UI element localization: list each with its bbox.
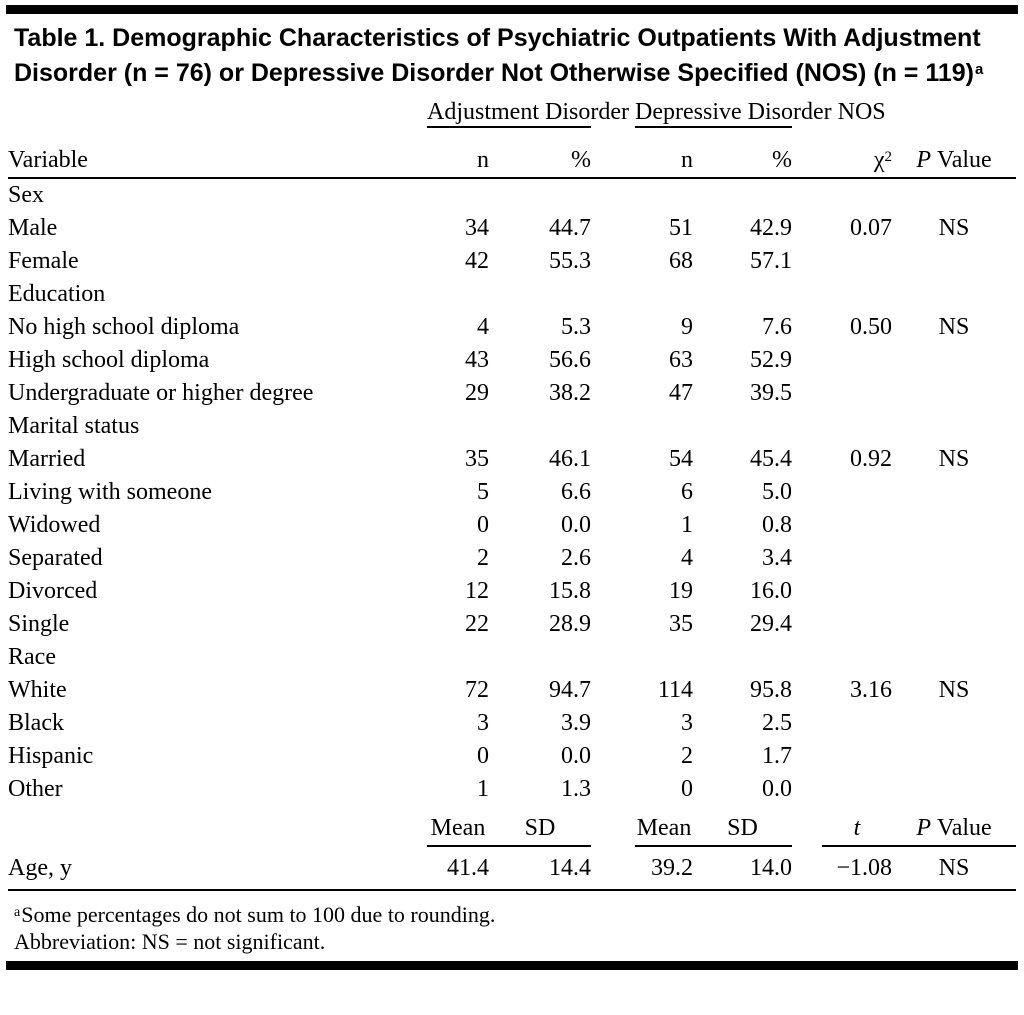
cell-n1: 43 [465,347,489,373]
table-body [8,178,1016,806]
section-row [8,410,1016,443]
cell-pct1: 6.6 [561,479,592,505]
cell-n1: 0 [477,743,489,769]
table-row [8,740,1016,773]
cell-chi-squared [822,707,892,740]
section-label: Race [8,644,56,670]
table-row [8,212,1016,245]
cell-pct1: 2.6 [561,545,592,571]
col-header-variable: Variable [8,127,427,178]
cell-n2: 47 [669,380,694,406]
cell-pct2: 2.5 [762,710,793,736]
table-row [8,542,1016,575]
section-label: Sex [8,182,44,208]
row-label: Divorced [8,578,98,604]
table-row [8,344,1016,377]
spacer-cell [591,476,635,509]
age-row [8,846,1016,890]
col-header-pct1: % [489,127,591,178]
cell-p-value [892,476,1016,509]
cell-pct2: 42.9 [750,215,793,241]
cell-n2: 4 [681,545,694,571]
top-rule [6,5,1018,14]
spacer-cell [591,707,635,740]
spacer-cell [591,542,635,575]
bottom-rule [6,961,1018,970]
row-label: Female [8,248,79,274]
cell-age-sd1: 14.4 [489,846,591,890]
title-footnote-marker: a [975,61,984,78]
spacer-cell [792,707,822,740]
cell-age-sd2: 14.0 [693,846,792,890]
spacer-cell [792,311,822,344]
cell-p-value [892,740,1016,773]
cell-p-value: NS [938,446,970,472]
cell-pct2: 45.4 [750,446,793,472]
table-title-text: Table 1. Demographic Characteristics of Psychiatric Outpatients With Adjustment Disorder (n = 76) or Depressive Disorder Not Otherwise Specified (NOS) (n = 119) [14,24,981,87]
spacer-cell [792,674,822,707]
spacer-cell [591,806,635,846]
cell-n2: 51 [669,215,694,241]
cell-n1: 72 [465,677,489,703]
cell-chi-squared [822,245,892,278]
col-header-p-value: P Value [892,127,1016,178]
section-row [8,178,1016,212]
spacer-cell [591,311,635,344]
table-row [8,311,1016,344]
cell-pct2: 7.6 [762,314,793,340]
cell-n2: 2 [681,743,694,769]
cell-chi-squared: 0.50 [850,314,893,340]
cell-chi-squared [822,344,892,377]
table-row [8,707,1016,740]
table-row [8,608,1016,641]
cell-pct2: 3.4 [762,545,793,571]
chi-exponent: 2 [884,149,893,165]
cell-age-t: −1.08 [822,846,892,890]
spacer-cell [792,443,822,476]
cell-chi-squared [822,773,892,806]
spacer-cell [792,245,822,278]
cell-p-value: NS [938,314,970,340]
row-label: Other [8,776,63,802]
cell-chi-squared [822,476,892,509]
cell-pct1: 5.3 [561,314,592,340]
row-label: Separated [8,545,103,571]
cell-pct1: 28.9 [549,611,592,637]
spacer-cell [591,846,635,890]
cell-pct2: 16.0 [750,578,793,604]
spacer-cell [792,344,822,377]
group-header-adjustment-disorder: Adjustment Disorder [427,99,629,125]
spacer-cell [8,99,427,127]
table-row [8,377,1016,410]
table-row [8,674,1016,707]
cell-n2: 54 [669,446,694,472]
col-header-mean2: Mean [635,806,693,846]
section-row [8,278,1016,311]
cell-chi-squared [822,377,892,410]
column-header-row [8,127,1016,178]
spacer-cell [792,740,822,773]
spacer-cell [792,806,822,846]
cell-chi-squared [822,608,892,641]
footnotes [14,899,1010,955]
cell-n1: 22 [465,611,489,637]
demographics-table [8,99,1016,891]
col-header-p-value2: P Value [892,806,1016,846]
cell-pct2: 29.4 [750,611,793,637]
cell-p-value [892,344,1016,377]
cell-chi-squared: 0.92 [850,446,893,472]
col-header-n2: n [635,127,693,178]
group-header-row [8,99,1016,127]
cell-pct2: 39.5 [750,380,793,406]
col-header-sd2: SD [693,806,792,846]
cell-pct2: 1.7 [762,743,793,769]
cell-n2: 6 [681,479,694,505]
spacer-cell [792,575,822,608]
row-label: Single [8,611,70,637]
table-title [14,23,1010,89]
cell-pct1: 38.2 [549,380,592,406]
cell-p-value [892,608,1016,641]
col-header-n1: n [427,127,489,178]
cell-pct1: 46.1 [549,446,592,472]
spacer-cell [591,674,635,707]
cell-pct1: 56.6 [549,347,592,373]
cell-n1: 5 [477,479,489,505]
cell-pct2: 57.1 [750,248,793,274]
spacer-cell [792,212,822,245]
col-header-sd1: SD [489,806,591,846]
cell-pct1: 15.8 [549,578,592,604]
cell-pct1: 0.0 [561,512,592,538]
spacer-cell [792,846,822,890]
row-label: Living with someone [8,479,212,505]
cell-pct2: 5.0 [762,479,793,505]
cell-n2: 19 [669,578,694,604]
cell-n1: 4 [477,314,489,340]
spacer-cell [792,608,822,641]
cell-pct1: 44.7 [549,215,592,241]
cell-pct2: 52.9 [750,347,793,373]
spacer-cell [792,509,822,542]
row-label: Male [8,215,58,241]
row-label: Married [8,446,86,472]
cell-n2: 68 [669,248,694,274]
cell-pct1: 94.7 [549,677,592,703]
group-header-depressive-disorder-nos: Depressive Disorder NOS [635,99,886,125]
spacer-cell [792,542,822,575]
cell-n2: 114 [657,677,694,703]
cell-age-mean1: 41.4 [427,846,489,890]
cell-n1: 29 [465,380,489,406]
cell-p-value [892,575,1016,608]
cell-n1: 12 [465,578,489,604]
age-row-label: Age, y [8,846,427,890]
row-label: Undergraduate or higher degree [8,380,314,406]
cell-n2: 63 [669,347,694,373]
cell-n2: 3 [681,710,694,736]
cell-n1: 34 [465,215,489,241]
table-row [8,509,1016,542]
cell-pct2: 0.8 [762,512,793,538]
col-header-t-statistic: t [822,806,892,846]
cell-p-value: NS [938,215,970,241]
spacer-cell [591,509,635,542]
cell-p-value [892,542,1016,575]
cell-n2: 1 [681,512,694,538]
cell-chi-squared [822,740,892,773]
row-label: No high school diploma [8,314,240,340]
footnote-a: $^a$Some percentages do not sum to 100 due to rounding. [14,902,496,927]
cell-chi-squared [822,509,892,542]
cell-n1: 35 [465,446,489,472]
spacer-cell [591,212,635,245]
cell-age-mean2: 39.2 [635,846,693,890]
cell-p-value [892,773,1016,806]
col-header-chi-squared: $\chi^2$ [822,127,892,178]
spacer-cell [591,127,635,178]
row-label: White [8,677,67,703]
spacer-cell [8,806,427,846]
spacer-cell [591,245,635,278]
cell-chi-squared [822,542,892,575]
cell-chi-squared: 3.16 [850,677,893,703]
cell-n2: 9 [681,314,694,340]
table-row [8,773,1016,806]
table-row [8,443,1016,476]
section-row [8,641,1016,674]
cell-p-value [892,245,1016,278]
col-header-mean1: Mean [427,806,489,846]
section-label: Education [8,281,106,307]
spacer-cell [792,127,822,178]
cell-age-p-value: NS [892,846,1016,890]
spacer-cell [591,443,635,476]
spacer-cell [892,99,1016,127]
cell-p-value [892,509,1016,542]
cell-n1: 2 [477,545,489,571]
cell-n1: 0 [477,512,489,538]
cell-p-value [892,707,1016,740]
spacer-cell [591,773,635,806]
cell-pct2: 95.8 [750,677,793,703]
cell-p-value [892,377,1016,410]
cell-p-value: NS [938,677,970,703]
cell-pct2: 0.0 [762,776,793,802]
cell-n1: 3 [477,710,489,736]
table-row [8,476,1016,509]
cell-pct1: 3.9 [561,710,592,736]
spacer-cell [792,377,822,410]
row-label: Widowed [8,512,101,538]
cell-chi-squared: 0.07 [850,215,893,241]
section-label: Marital status [8,413,140,439]
spacer-cell [792,773,822,806]
footnote-abbreviation: Abbreviation: NS = not significant. [14,929,326,954]
cell-pct1: 0.0 [561,743,592,769]
row-label: Black [8,710,64,736]
cell-n1: 42 [465,248,489,274]
summary-header-row [8,806,1016,846]
footnote-a-marker: a [14,905,21,920]
cell-pct1: 1.3 [561,776,592,802]
cell-n2: 35 [669,611,694,637]
spacer-cell [591,740,635,773]
spacer-cell [591,344,635,377]
cell-pct1: 55.3 [549,248,592,274]
spacer-cell [792,476,822,509]
cell-n2: 0 [681,776,694,802]
table-row [8,575,1016,608]
cell-chi-squared [822,575,892,608]
spacer-cell [591,608,635,641]
spacer-cell [591,575,635,608]
table-row [8,245,1016,278]
row-label: High school diploma [8,347,210,373]
cell-n1: 1 [477,776,489,802]
spacer-cell [591,377,635,410]
row-label: Hispanic [8,743,94,769]
col-header-pct2: % [693,127,792,178]
